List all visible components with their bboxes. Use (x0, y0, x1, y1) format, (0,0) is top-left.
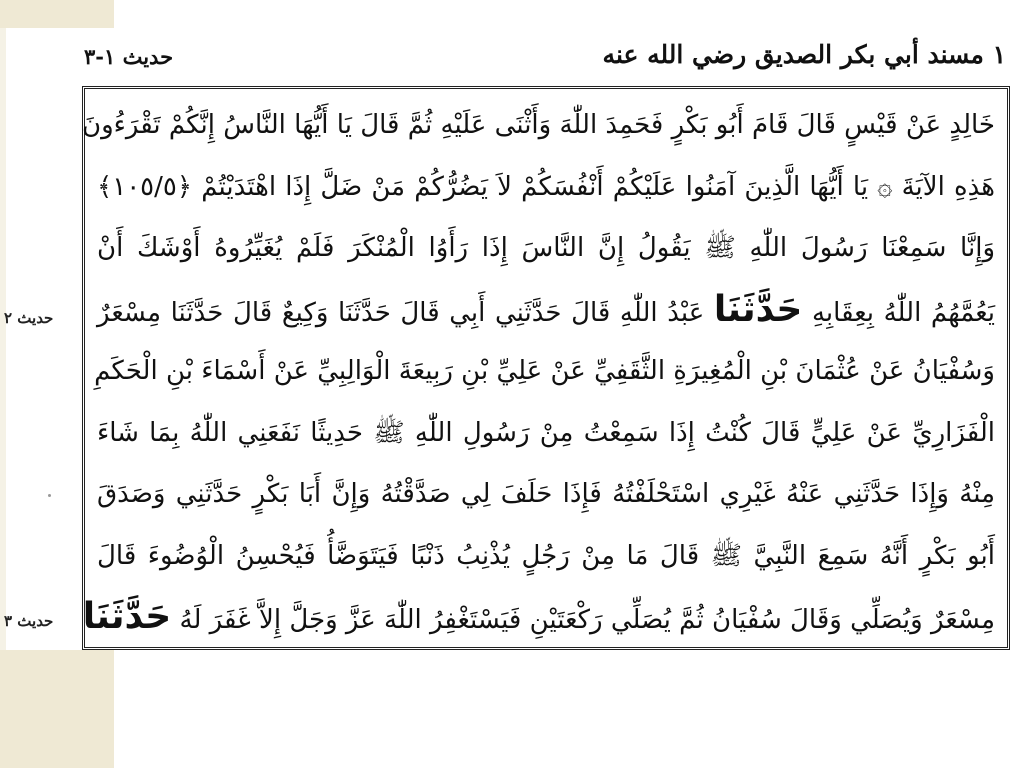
haddathana-emphasis: حَدَّثَنَا (82, 596, 172, 637)
text-body (81, 103, 996, 657)
page-header (84, 40, 1006, 84)
margin-dot (48, 494, 51, 497)
text-line: خَالِدٍ عَنْ قَيْسٍ قَالَ قَامَ أَبُو بَكْرٍ فَحَمِدَ اللّٰهَ وَأَثْنَى عَلَيْهِ ثُمَّ قَالَ يَا أَيُّهَا النَّاسُ إِنَّكُمْ تَقْرَءُونَ (81, 110, 995, 140)
text-line: الْفَزَارِيِّ عَنْ عَلِيٍّ قَالَ كُنْتُ إِذَا سَمِعْتُ مِنْ رَسُولِ اللّٰهِ ﷺ حَدِيثًا نَفَعَنِي اللّٰهُ بِمَا شَاءَ (97, 417, 995, 448)
page-running-title: ١ مسند أبي بكر الصديق رضي الله عنه (602, 40, 1006, 69)
text-line (82, 595, 995, 657)
text-line: وَإِنَّا سَمِعْنَا رَسُولَ اللّٰهِ ﷺ يَقُولُ إِنَّ النَّاسَ إِذَا رَأَوُا الْمُنْكَرَ فَلَمْ يُغَيِّرُوهُ أَوْشَكَ أَنْ (97, 233, 995, 263)
decorative-corner-bottom (0, 650, 114, 768)
text-line: أَبُو بَكْرٍ أَنَّهُ سَمِعَ النَّبِيَّ ﷺ قَالَ مَا مِنْ رَجُلٍ يُذْنِبُ ذَنْبًا فَيَتَوَضَّأُ فَيُحْسِنُ الْوُضُوءَ قَالَ (97, 540, 995, 571)
decorative-left-rail (0, 28, 6, 650)
text-frame (82, 86, 1010, 650)
text-line (97, 288, 995, 350)
hadith-range-label: حديث ١-٣ (84, 44, 174, 69)
decorative-corner-top (0, 0, 114, 28)
text-line: وَسُفْيَانُ عَنْ عُثْمَانَ بْنِ الْمُغِيرَةِ الثَّقَفِيِّ عَنْ عَلِيِّ بْنِ رَبِيعَةَ الْوَالِبِيِّ عَنْ أَسْمَاءَ بْنِ الْحَكَمِ (94, 356, 995, 386)
margin-note-hadith-2: حديث ٢ (4, 309, 54, 327)
text-line: هَذِهِ الآيَةَ ۞ يَا أَيُّهَا الَّذِينَ آمَنُوا عَلَيْكُمْ أَنْفُسَكُمْ لاَ يَضُرُّكُمْ مَنْ ضَلَّ إِذَا اهْتَدَيْتُمْ ﴿١٠٥/٥﴾ (97, 171, 995, 202)
text-line: مِنْهُ وَإِذَا حَدَّثَنِي عَنْهُ غَيْرِي اسْتَحْلَفْتُهُ فَإِذَا حَلَفَ لِي صَدَّقْتُهُ وَإِنَّ أَبَا بَكْرٍ حَدَّثَنِي وَصَدَقَ (97, 479, 995, 509)
margin-note-hadith-3: حديث ٣ (4, 612, 54, 630)
text-segment: مِسْعَرٌ وَيُصَلِّي وَقَالَ سُفْيَانُ ثُمَّ يُصَلِّي رَكْعَتَيْنِ فَيَسْتَغْفِرُ اللّٰهَ عَزَّ وَجَلَّ إِلاَّ غَفَرَ لَهُ (179, 605, 995, 635)
haddathana-emphasis: حَدَّثَنَا (713, 288, 803, 330)
text-segment: عَبْدُ اللّٰهِ قَالَ حَدَّثَنِي أَبِي قَالَ حَدَّثَنَا وَكِيعٌ قَالَ حَدَّثَنَا مِسْعَرٌ (97, 297, 705, 328)
text-segment: يَعُمَّهُمُ اللّٰهُ بِعِقَابِهِ (811, 297, 996, 328)
